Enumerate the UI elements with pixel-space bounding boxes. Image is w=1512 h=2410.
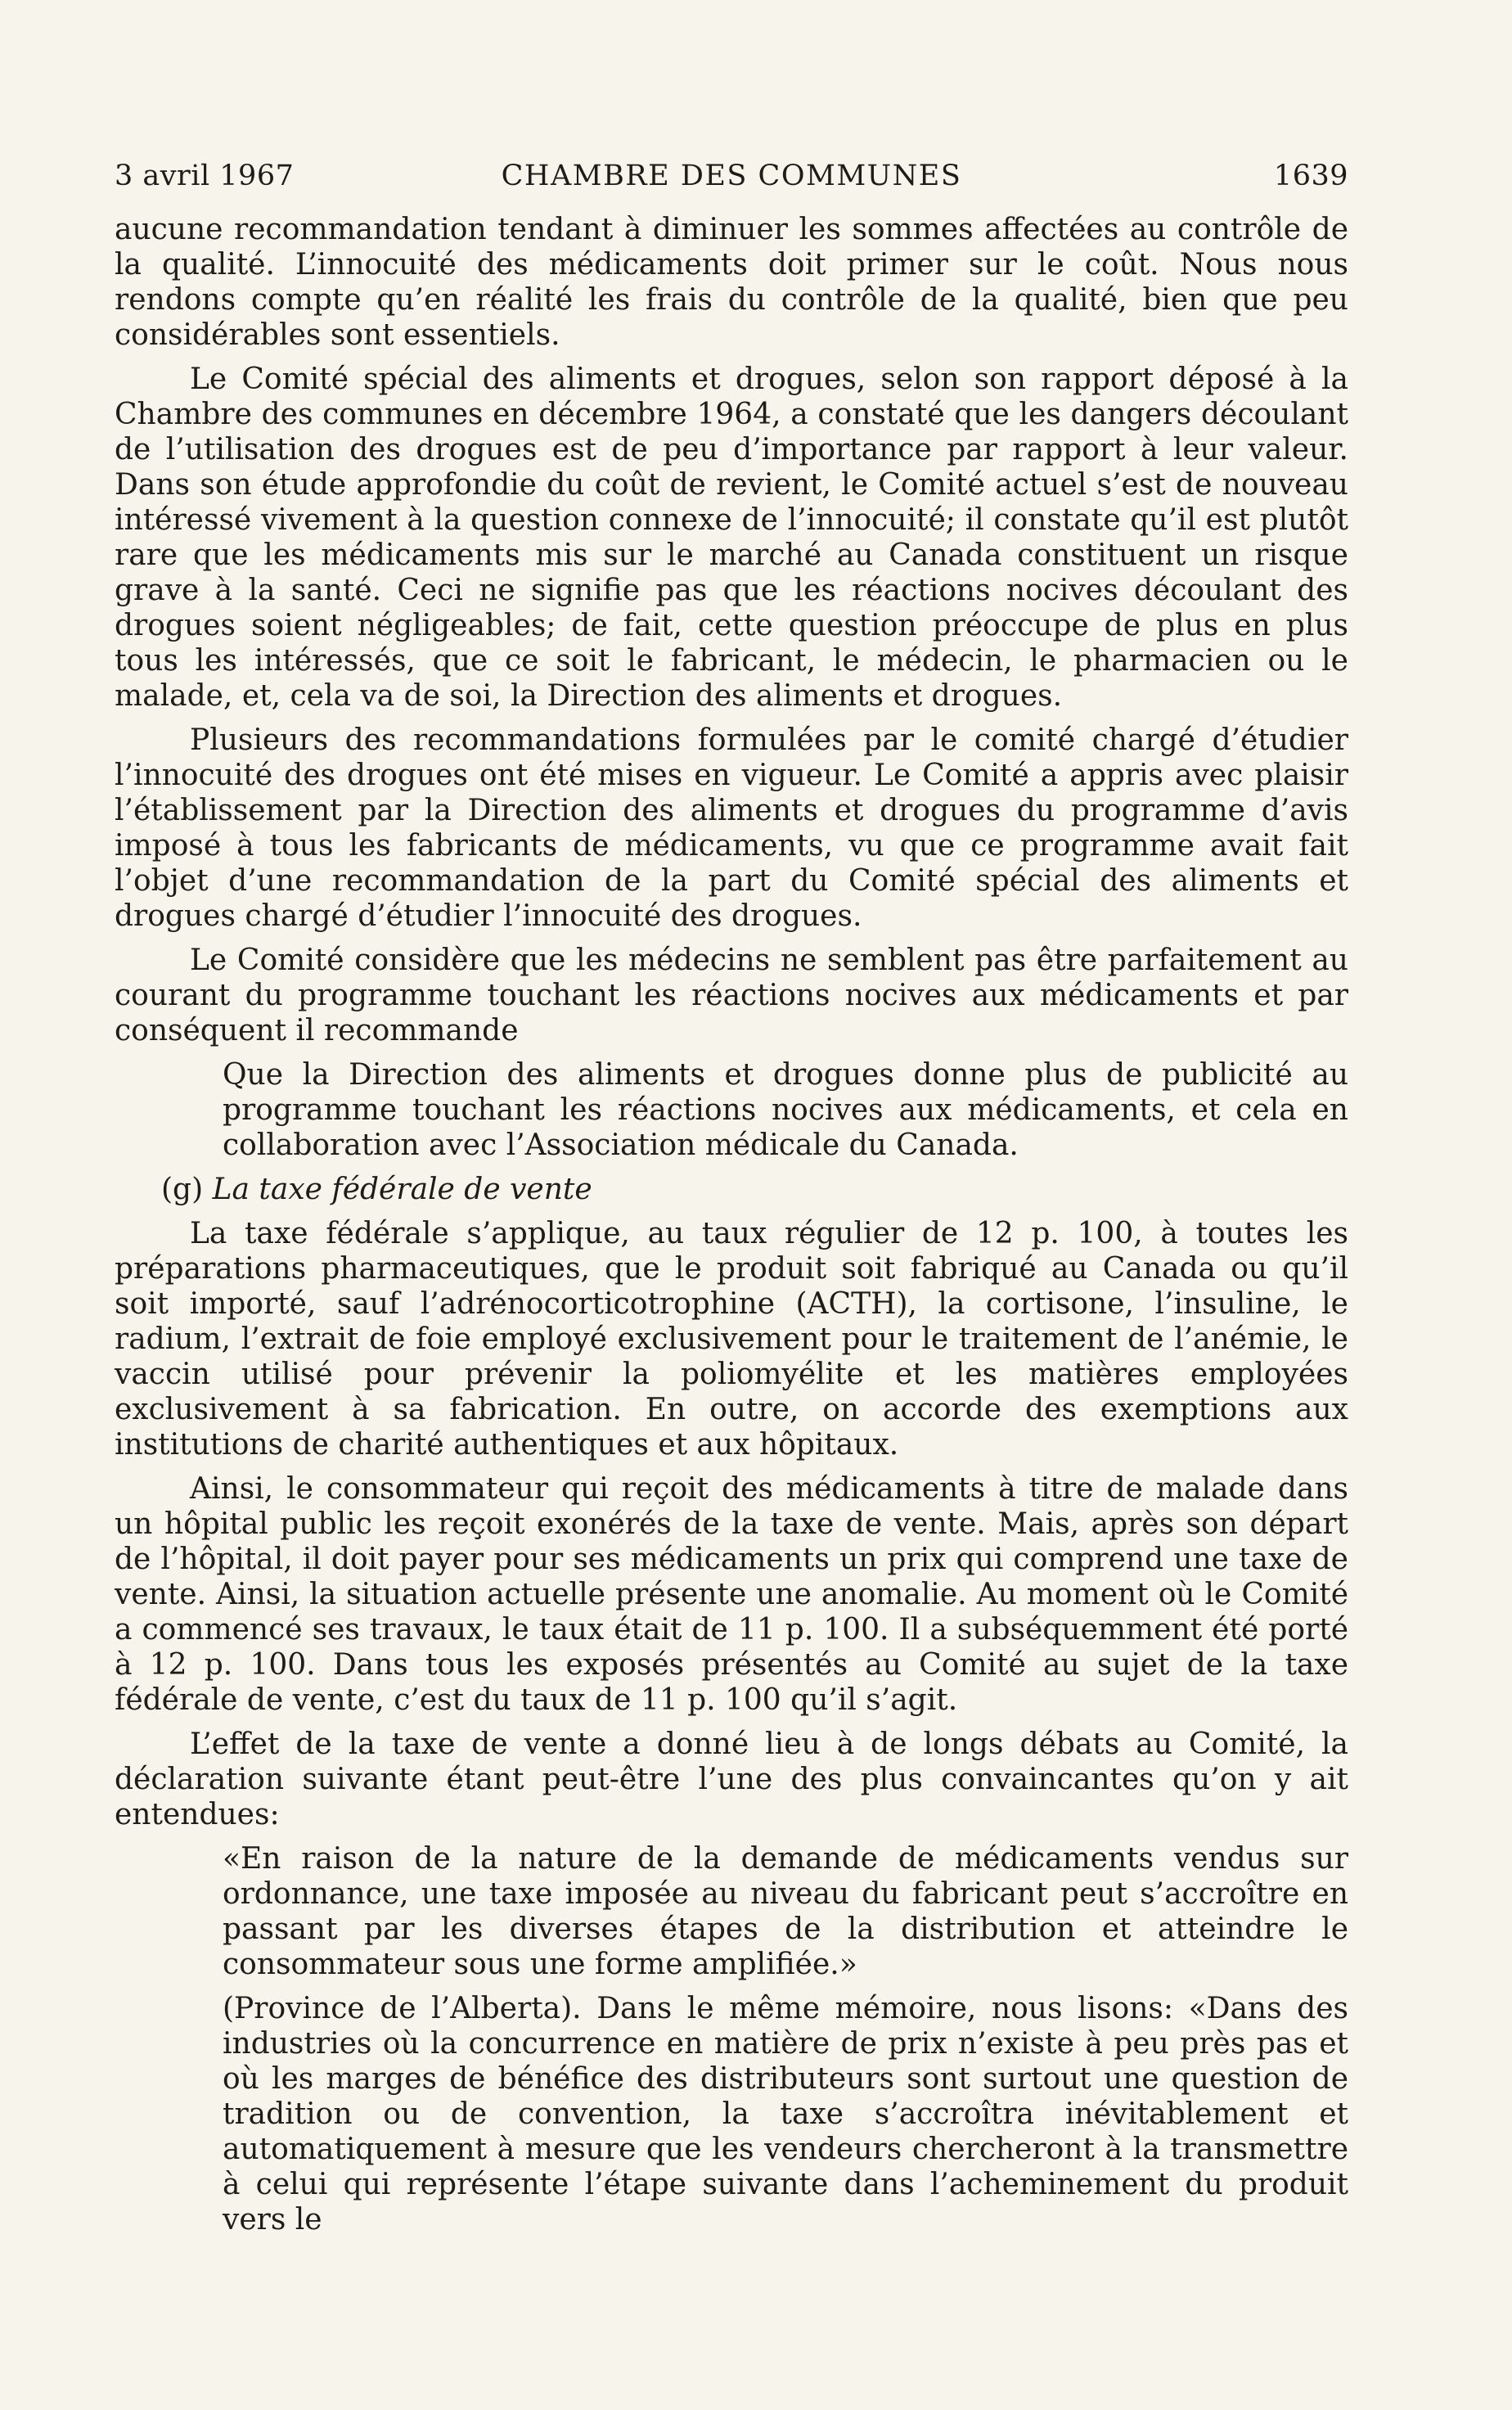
paragraph-6: Ainsi, le consommateur qui reçoit des médicaments à titre de malade dans un hôpital public les reçoit exonérés de la taxe de vente. Mais, après son départ de l’hôpital, il doit payer pour ses médicaments un prix qui comprend une taxe de vente. Ainsi, la situation actuelle présente une anomalie. Au moment où le Comité a commencé ses travaux, le taux était de 11 p. 100. Il a subséquemment été porté à 12 p. 100. Dans tous les exposés présentés au Comité au sujet de la taxe fédérale de vente, c’est du taux de 11 p. 100 qu’il s’agit. — [115, 1472, 1348, 1717]
body-text — [115, 212, 1348, 2237]
header-date: 3 avril 1967 — [115, 160, 295, 192]
paragraph-5: La taxe fédérale s’applique, au taux régulier de 12 p. 100, à toutes les préparations pharmaceutiques, que le produit soit fabriqué au Canada ou qu’il soit importé, sauf l’adrénocorticotrophine (ACTH), la cortisone, l’insuline, le radium, l’extrait de foie employé exclusivement pour le traitement de l’anémie, le vaccin utilisé pour prévenir la poliomyélite et les matières employées exclusivement à sa fabrication. En outre, on accorde des exemptions aux institutions de charité authentiques et aux hôpitaux. — [115, 1217, 1348, 1462]
paragraph-1: aucune recommandation tendant à diminuer les sommes affectées au contrôle de la qualité. L’innocuité des médicaments doit primer sur le coût. Nous nous rendons compte qu’en réalité les frais du contrôle de la qualité, bien que peu considérables sont essentiels. — [115, 213, 1348, 352]
header-title: CHAMBRE DES COMMUNES — [501, 160, 962, 192]
section-title: La taxe fédérale de vente — [212, 1173, 592, 1206]
paragraph-4: Le Comité considère que les médecins ne semblent pas être parfaitement au courant du programme touchant les réactions nocives aux médicaments et par conséquent il recommande — [115, 944, 1348, 1047]
paragraph-7: L’effet de la taxe de vente a donné lieu à de longs débats au Comité, la déclaration suivante étant peut-être l’une des plus convaincantes qu’on y ait entendues: — [115, 1728, 1348, 1831]
paragraph-2: Le Comité spécial des aliments et drogues, selon son rapport déposé à la Chambre des communes en décembre 1964, a constaté que les dangers découlant de l’utilisation des drogues est de peu d’importance par rapport à leur valeur. Dans son étude approfondie du coût de revient, le Comité actuel s’est de nouveau intéressé vivement à la question connexe de l’innocuité; il constate qu’il est plutôt rare que les médicaments mis sur le marché au Canada constituent un risque grave à la santé. Ceci ne signifie pas que les réactions nocives découlant des drogues soient négligeables; de fait, cette question préoccupe de plus en plus tous les intéressés, que ce soit le fabricant, le médecin, le pharmacien ou le malade, et, cela va de soi, la Direction des aliments et drogues. — [115, 363, 1348, 713]
alberta-continuation: (Province de l’Alberta). Dans le même mémoire, nous lisons: «Dans des industries où la concurrence en matière de prix n’existe à peu près pas et où les marges de bénéfice des distributeurs sont surtout une question de tradition ou de convention, la taxe s’accroîtra inévitablement et automatiquement à mesure que les vendeurs chercheront à la transmettre à celui qui représente l’étape suivante dans l’acheminement du produit vers le — [223, 1992, 1348, 2237]
document-page — [115, 160, 1348, 2237]
page-number: 1639 — [1273, 160, 1348, 192]
paragraph-3: Plusieurs des recommandations formulées par le comité chargé d’étudier l’innocuité des drogues ont été mises en vigueur. Le Comité a appris avec plaisir l’établissement par la Direction des aliments et drogues du programme d’avis imposé à tous les fabricants de médicaments, vu que ce programme avait fait l’objet d’une recommandation de la part du Comité spécial des aliments et drogues chargé d’étudier l’innocuité des drogues. — [115, 723, 1348, 933]
section-heading — [161, 1172, 1348, 1207]
alberta-quote: «En raison de la nature de la demande de médicaments vendus sur ordonnance, une taxe imposée au niveau du fabricant peut s’accroître en passant par les diverses étapes de la distribution et atteindre le consommateur sous une forme amplifiée.» — [223, 1842, 1348, 1981]
section-letter: (g) — [161, 1173, 204, 1206]
recommendation-quote: Que la Direction des aliments et drogues donne plus de publicité au programme touchant les réactions nocives aux médicaments, et cela en collaboration avec l’Association médicale du Canada. — [223, 1058, 1348, 1162]
running-header — [115, 160, 1348, 202]
